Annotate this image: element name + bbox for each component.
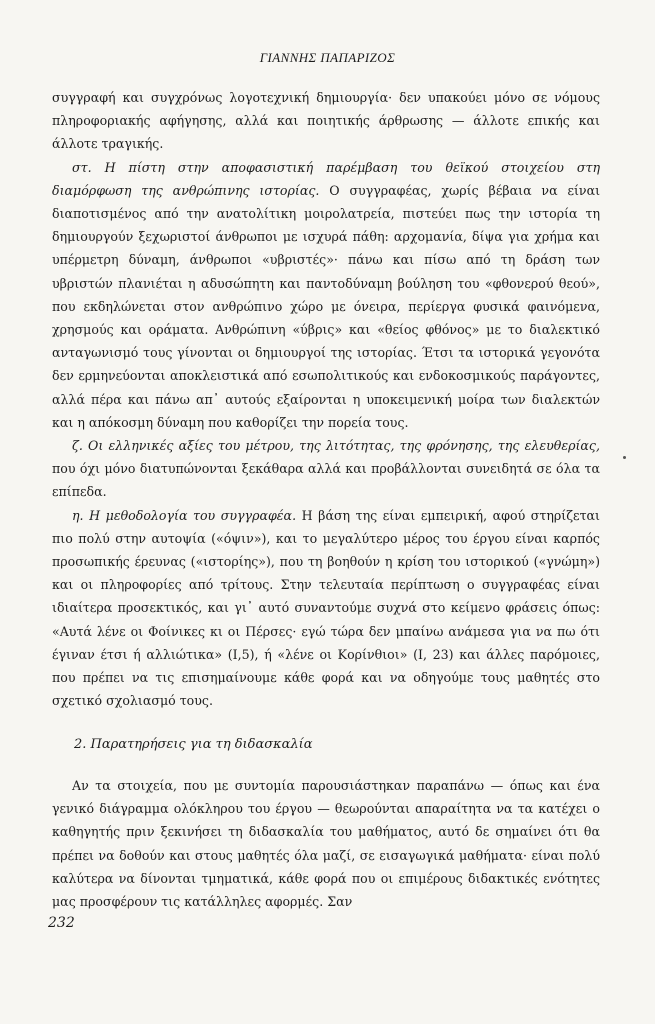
paragraph-st-text: Ο συγγραφέας, χωρίς βέβαια να είναι διαποτισμένος από την ανατολίτικη μοιρολατρεία, πιστεύει πως την ιστορία τη δημιουργούν ξεχωριστοί άνθρωποι με ισχυρά πάθη: αρχομανία, δίψα για χρήμα και υπέρμετρη δύναμη, άνθρωποι «υβριστές»· πάνω και πίσω από τη δράση των υβριστών πλανιέται η αδυσώπητη και παντοδύναμη βούληση του «φθονερού θεού», που εκδηλώνεται στον ανθρώπινο χώρο με όνειρα, περίεργα φυσικά φαινόμενα, χρησμούς και οράματα. Ανθρώπινη «ύβρις» και «θείος φθόνος» με το διαλεκτικό ανταγωνισμό τους γίνονται οι δημιουργοί της ιστορίας. Έτσι τα ιστορικά γεγονότα δεν ερμηνεύονται αποκλειστικά από εσωπολιτικούς και ενδοκοσμικούς παράγοντες, αλλά πέρα και πάνω απ᾽ αυτούς εξαίρονται η υποκειμενική μοίρα των διαλεκτών και η απόκοσμη δύναμη που καθορίζει την πορεία τους.: [52, 182, 601, 430]
paragraph-z: [52, 434, 600, 504]
page-number: 232: [48, 915, 75, 931]
running-head: ΓΙΑΝΝΗΣ ΠΑΠΑΡΙΖΟΣ: [259, 50, 396, 65]
section-heading: 2. Παρατηρήσεις για τη διδασκαλία: [74, 737, 313, 752]
paragraph-z-heading: ζ. Οι ελληνικές αξίες του μέτρου, της λιτότητας, της φρόνησης, της ελευθερίας,: [72, 438, 600, 454]
paragraph-i: [52, 504, 600, 713]
teaching-notes-text: [52, 774, 600, 913]
scan-speck: [623, 456, 626, 459]
paragraph-i-heading: η. Η μεθοδολογία του συγγραφέα.: [72, 507, 297, 523]
paragraph-i-text: Η βάση της είναι εμπειρική, αφού στηρίζεται πιο πολύ στην αυτοψία («όψιν»), και το μεγαλύτερο μέρος του έργου είναι καρπός προσωπικής έρευνας («ιστορίης»), που τη βοηθούν η κρίση του ιστορικού («γνώμη») και οι πληροφορίες από τρίτους. Στην τελευταία περίπτωση ο συγγραφέας είναι ιδιαίτερα προσεκτικός, και γι᾽ αυτό συναντούμε συχνά στο κείμενο φράσεις όπως: «Αυτά λένε οι Φοίνικες κι οι Πέρσες· εγώ τώρα δεν μπαίνω ανάμεσα για να πω ότι έγιναν έτσι ή αλλιώτικα» (Ι,5), ή «λένε οι Κορίνθιοι» (Ι, 23) και άλλες παρόμοιες, που πρέπει να τις επισημαίνουμε κάθε φορά και να οδηγούμε τους μαθητές στο σχετικό σχολιασμό τους.: [52, 507, 600, 709]
main-text-block: [52, 86, 600, 712]
paragraph-continuation: συγγραφή και συγχρόνως λογοτεχνική δημιουργία· δεν υπακούει μόνο σε νόμους πληροφοριακής αφήγησης, αλλά και ποιητικής άρθρωσης — άλλοτε επικής και άλλοτε τραγικής.: [52, 90, 600, 152]
paragraph-st-heading: στ. Η πίστη στην αποφασιστική παρέμβαση του θεϊκού στοιχείου στη διαμόρφωση της ανθρώπινης ιστορίας.: [52, 159, 600, 198]
paragraph-z-text: που όχι μόνο διατυπώνονται ξεκάθαρα αλλά και προβάλλονται συνειδητά σε όλα τα επίπεδα.: [52, 461, 600, 500]
paragraph-st: [52, 156, 600, 434]
paragraph-teaching: Αν τα στοιχεία, που με συντομία παρουσιάστηκαν παραπάνω — όπως και ένα γενικό διάγραμμα ολόκληρου του έργου — θεωρούνται απαραίτητα να τα κατέχει ο καθηγητής πριν ξεκινήσει τη διδασκαλία του μαθήματος, αυτό δε σημαίνει ότι θα πρέπει να δοθούν και στους μαθητές όλα μαζί, σε εισαγωγικά μαθήματα· είναι πολύ καλύτερα να δίνονται τμηματικά, κάθε φορά που οι επιμέρους διδακτικές ενότητες μας προσφέρουν τις κατάλληλες αφορμές. Σαν: [52, 778, 600, 910]
